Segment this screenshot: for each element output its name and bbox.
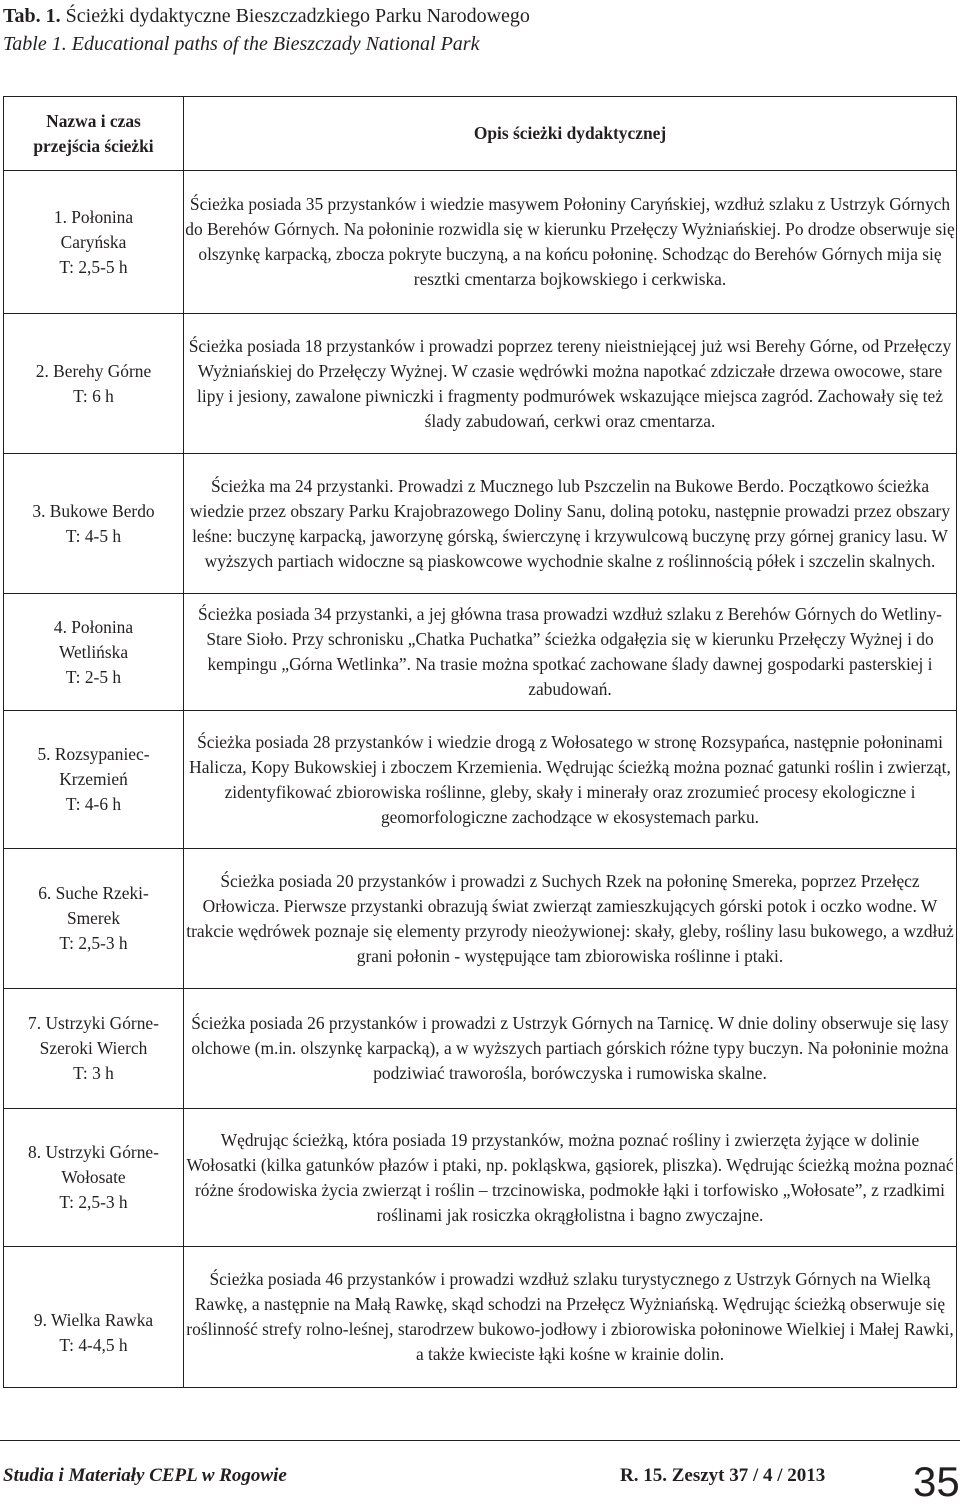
path-name-cell xyxy=(4,594,184,711)
path-name-cell xyxy=(4,171,184,314)
path-description: Ścieżka posiada 20 przystanków i prowadzi z Suchych Rzek na połoninę Smereka, poprzez Przełęcz Orłowicza. Pierwsze przystanki obrazują świat zwierząt zamieszkujących górski potok i oczko wodne. W trakcie wędrówek poznaje się elementy przyrody nieożywionej: skały, gleby, rośliny lasu bukowego, a wzdłuż grani połonin - występujące tam zbiorowiska roślinne i ptaki. xyxy=(184,849,957,989)
path-name-line: 3. Bukowe Berdo xyxy=(32,500,155,521)
path-time: T: 4-6 h xyxy=(65,794,122,814)
path-name-cell xyxy=(4,1247,184,1388)
path-name-line: Szeroki Wierch xyxy=(39,1038,148,1058)
path-description: Ścieżka posiada 28 przystanków i wiedzie drogą z Wołosatego w stronę Rozsypańca, następnie połoninami Halicza, Kopy Bukowskiej i zboczem Krzemienia. Wędrując ścieżką można poznać gatunki roślin i zwierząt, zidentyfikować zbiorowiska roślinne, gleby, skały i minerały oraz zrozumieć procesy ekologiczne i geomorfologiczne zachodzące w ekosystemach parku. xyxy=(184,711,957,849)
path-name-line: 4. Połonina xyxy=(53,616,134,637)
path-time: T: 2,5-5 h xyxy=(59,256,128,277)
table-row xyxy=(4,1247,957,1388)
path-name-cell xyxy=(4,849,184,989)
path-description: Ścieżka posiada 18 przystanków i prowadzi poprzez tereny nieistniejącej już wsi Berehy Górne, od Przełęczy Wyżniańskiej do Przełęczy Wyżnej. W czasie wędrówki można napotkać zdziczałe drzewa owocowe, stare lipy i jesiony, zawalone piwniczki i fragmenty podmurówek wskazujące miejsca zagród. Zachowały się też ślady zabudowań, cerkwi oraz cmentarza. xyxy=(184,314,957,454)
table-row xyxy=(4,594,957,711)
footer-divider xyxy=(0,1440,960,1441)
path-name-cell xyxy=(4,314,184,454)
path-description: Ścieżka ma 24 przystanki. Prowadzi z Mucznego lub Pszczelin na Bukowe Berdo. Początkowo ścieżka wiedzie przez obszary Parku Krajobrazowego Doliny Sanu, doliną potoku, następnie prowadzi przez obszary leśne: buczynę karpacką, jaworzynę górską, świerczynę i krzywulcową buczynę przy górnej granicy lasu. W wyższych partiach widoczne są piaskowcowe wychodnie skalne z roślinnością półek i szczelin skalnych. xyxy=(184,454,957,594)
path-name-line: Caryńska xyxy=(60,231,127,252)
path-name-line: Wołosate xyxy=(61,1167,126,1187)
issue-info: R. 15. Zeszyt 37 / 4 / 2013 xyxy=(620,1465,826,1486)
path-name-line: 7. Ustrzyki Górne- xyxy=(28,1013,159,1033)
path-time: T: 6 h xyxy=(73,385,114,406)
path-time: T: 2,5-3 h xyxy=(59,1192,128,1212)
table-row xyxy=(4,314,957,454)
path-time: T: 2,5-3 h xyxy=(59,933,128,953)
table-row xyxy=(4,171,957,314)
table-row xyxy=(4,454,957,594)
path-name-cell xyxy=(4,711,184,849)
path-name-line: Smerek xyxy=(66,908,121,928)
path-time: T: 3 h xyxy=(73,1063,114,1083)
journal-title: Studia i Materiały CEPL w Rogowie xyxy=(3,1465,287,1486)
table-row xyxy=(4,989,957,1109)
table-header-row xyxy=(4,97,957,171)
header-name-line1: Nazwa i czas xyxy=(46,110,141,131)
table-label: Tab. 1. xyxy=(3,5,61,27)
path-name-cell xyxy=(4,989,184,1109)
table-caption xyxy=(3,2,530,30)
paths-table xyxy=(3,96,957,1388)
path-name-line: Wetlińska xyxy=(58,641,129,662)
path-description: Ścieżka posiada 46 przystanków i prowadzi wzdłuż szlaku turystycznego z Ustrzyk Górnych na Wielką Rawkę, a następnie na Małą Rawkę, skąd schodzi na Przełęcz Wyżniańską. Wędrując ścieżką obserwuje się roślinność strefy rolno-leśnej, starodrzew bukowo-jodłowy i zbiorowiska połoninowe Wielkiej i Małej Rawki, a także kwieciste łąki kośne w krainie dolin. xyxy=(184,1247,957,1388)
path-name-line: 8. Ustrzyki Górne- xyxy=(28,1142,159,1162)
table-row xyxy=(4,1109,957,1247)
table-row xyxy=(4,849,957,989)
path-time: T: 2-5 h xyxy=(65,666,122,687)
path-description: Ścieżka posiada 26 przystanków i prowadzi z Ustrzyk Górnych na Tarnicę. W dnie doliny obserwuje się lasy olchowe (m.in. olszynkę karpacką), a w wyższych partiach górskich różne typy buczyn. Na połoninie można podziwiać traworośla, borówczyska i rumowiska skalne. xyxy=(184,989,957,1109)
path-name-line: 1. Połonina xyxy=(53,206,134,227)
path-description: Wędrując ścieżką, która posiada 19 przystanków, można poznać rośliny i zwierzęta żyjące w dolinie Wołosatki (kilka gatunków płazów i ptaki, np. pokląskwa, gąsiorek, pliszka). Wędrując ścieżką można poznać różne środowiska życia zwierząt i roślin – trzcinowiska, podmokłe łąki i torfowisko „Wołosate”, z rzadkimi roślinami jak rosiczka okrągłolistna i bagno zwyczajne. xyxy=(184,1109,957,1247)
table-title: Ścieżki dydaktyczne Bieszczadzkiego Parku Narodowego xyxy=(65,5,530,27)
table-title-english: Table 1. Educational paths of the Bieszczady National Park xyxy=(3,33,480,55)
path-name-line: Krzemień xyxy=(59,769,128,789)
path-name-line: 9. Wielka Rawka xyxy=(33,1310,154,1330)
path-name-line: 6. Suche Rzeki- xyxy=(38,883,149,903)
path-name-line: 2. Berehy Górne xyxy=(35,360,152,381)
page-number: 35 xyxy=(913,1458,960,1505)
path-description: Ścieżka posiada 34 przystanki, a jej główna trasa prowadzi wzdłuż szlaku z Berehów Górnych do Wetliny-Stare Sioło. Przy schronisku „Chatka Puchatka” ścieżka odgałęzia się w kierunku Przełęczy Wyżnej i do kempingu „Górna Wetlinka”. Na trasie można spotkać zachowane ślady dawnej gospodarki pasterskiej i zabudowań. xyxy=(184,594,957,711)
path-description: Ścieżka posiada 35 przystanków i wiedzie masywem Połoniny Caryńskiej, wzdłuż szlaku z Ustrzyk Górnych do Berehów Górnych. Na połoninie rozwidla się w kierunku Przełęczy Wyżniańskiej. Po drodze obserwuje się olszynkę karpacką, zbocza pokryte buczyną, a na końcu połoninę. Schodząc do Berehów Górnych mija się resztki cmentarza bojkowskiego i cerkwiska. xyxy=(184,171,957,314)
header-name-line2: przejścia ścieżki xyxy=(33,135,154,156)
header-desc-column xyxy=(184,97,957,171)
path-time: T: 4-5 h xyxy=(65,525,122,546)
table-row xyxy=(4,711,957,849)
path-time: T: 4-4,5 h xyxy=(59,1335,128,1355)
path-name-cell xyxy=(4,1109,184,1247)
path-name-line: 5. Rozsypaniec- xyxy=(37,744,150,764)
path-name-cell xyxy=(4,454,184,594)
header-desc: Opis ścieżki dydaktycznej xyxy=(473,123,667,143)
header-name-column xyxy=(4,97,184,171)
